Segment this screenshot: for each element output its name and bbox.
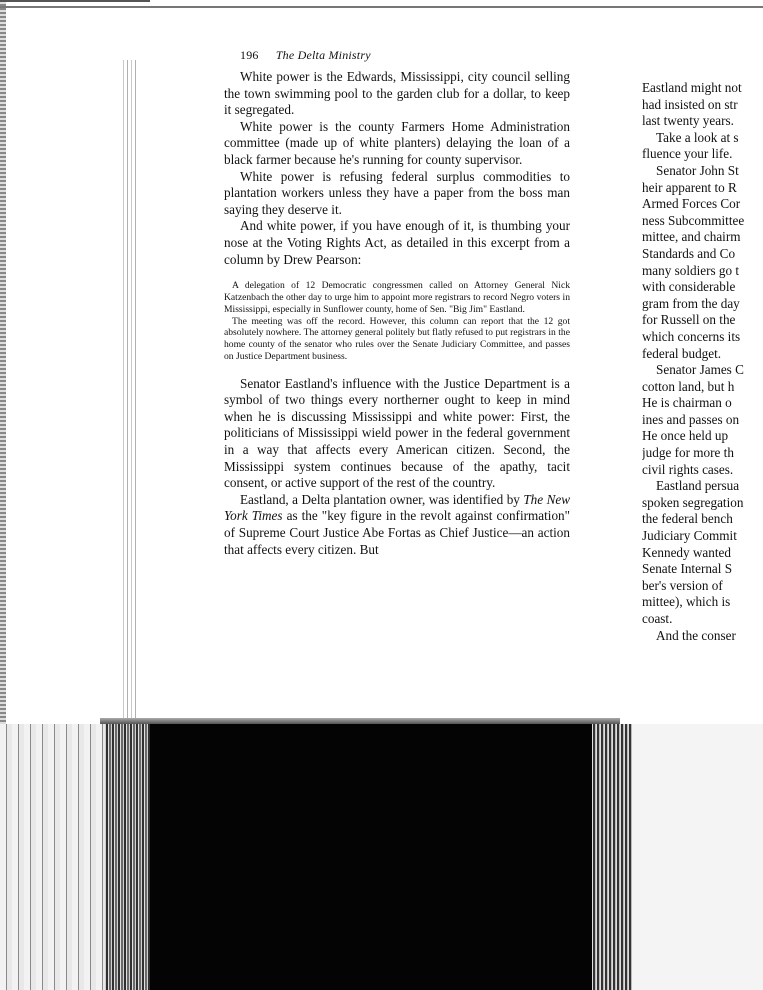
- right-line: mittee), which is: [642, 594, 731, 610]
- right-line: Kennedy wanted: [642, 544, 731, 560]
- page-number: 196: [240, 48, 259, 62]
- paragraph-edwards: White power is the Edwards, Mississippi, city council selling the town swimming pool to the garden club for a dollar, to keep it segregated.: [224, 69, 570, 118]
- right-line: coast.: [642, 611, 673, 626]
- right-line: which concerns its: [642, 328, 741, 344]
- right-line: ber's version of: [642, 577, 723, 593]
- right-line: ness Subcommittee: [642, 212, 745, 228]
- quote-paragraph-2: The meeting was off the record. However, this column can report that the 12 got absolutely nowhere. The attorney general politely but flatly refused to put registrars in the home county of the senator who rules over the Senate Judiciary Committee, and passes on Justice Department business.: [224, 315, 570, 362]
- scan-binding-lines: [120, 60, 138, 720]
- right-line: And the conser: [656, 627, 736, 643]
- right-line: judge for more th: [642, 445, 734, 461]
- right-line: Senator John St: [656, 162, 739, 178]
- right-line: had insisted on str: [642, 96, 738, 112]
- paragraph-eastland-influence: Senator Eastland's influence with the Justice Department is a symbol of two things every northerner ought to keep in mind when he is discussing Mississippi and white power: First, the politicians of Mississippi wield power in the federal government in a way that affects every American citizen. Second, the Mississippi system continues because of the apathy, tacit consent, or active support of the rest of the country.: [224, 375, 570, 491]
- right-line: heir apparent to R: [642, 179, 737, 195]
- right-line: Standards and Co: [642, 245, 736, 261]
- right-line: civil rights cases.: [642, 461, 734, 477]
- right-line: with considerable: [642, 279, 736, 295]
- paragraph-text-end: as the "key figure in the revolt against confirmation" of Supreme Court Justice Abe Fortas as Chief Justice—an action that affects every citizen. But: [224, 508, 571, 557]
- left-page: [224, 48, 570, 558]
- right-line: Eastland persua: [656, 478, 740, 494]
- right-line: federal budget.: [642, 345, 722, 361]
- right-line: cotton land, but h: [642, 378, 735, 394]
- right-page-fragment: [642, 80, 763, 644]
- paragraph-voting-rights: And white power, if you have enough of it, is thumbing your nose at the Voting Rights Act, as detailed in this excerpt from a column by Drew Pearson:: [224, 218, 570, 267]
- scan-page-stack-left: [0, 724, 105, 990]
- right-line: He once held up: [642, 428, 729, 444]
- right-line: Take a look at s: [656, 129, 739, 145]
- paragraph-eastland-fortas: [224, 492, 570, 558]
- right-line: for Russell on the: [642, 312, 736, 328]
- right-line: last twenty years.: [642, 113, 734, 129]
- right-line: Senate Internal S: [642, 561, 733, 577]
- scan-page-corner-right: [632, 724, 763, 990]
- right-line: Judiciary Commit: [642, 528, 737, 544]
- block-quote: [224, 280, 570, 363]
- right-line: many soldiers go t: [642, 262, 740, 278]
- running-head: [224, 48, 570, 63]
- scan-page-edges-right: [592, 724, 632, 990]
- right-line: Armed Forces Cor: [642, 196, 741, 212]
- right-line: the federal bench: [642, 511, 733, 527]
- right-line: Senator James C: [656, 362, 744, 378]
- right-line: mittee, and chairm: [642, 229, 741, 245]
- newspaper-title: The New York Times: [224, 491, 571, 524]
- quote-paragraph-1: A delegation of 12 Democratic congressmen called on Attorney General Nick Katzenbach the other day to urge him to appoint more registrars to record Negro voters in Mississippi, especially in Sunflower county, home of Sen. "Big Jim" Eastland.: [224, 280, 570, 315]
- right-line: Eastland might not: [642, 80, 742, 95]
- paragraph-surplus-commodities: White power is refusing federal surplus commodities to plantation workers unless they have a paper from the boss man saying they deserve it.: [224, 168, 570, 217]
- running-head-title: The Delta Ministry: [275, 48, 371, 62]
- right-line: spoken segregation: [642, 494, 744, 510]
- right-line: He is chairman o: [642, 395, 732, 411]
- right-line: gram from the day: [642, 295, 740, 311]
- scan-top-rule: [0, 6, 763, 8]
- right-line: ines and passes on: [642, 411, 740, 427]
- paragraph-farmers-home: White power is the county Farmers Home Administration committee (made up of white planters) delaying the loan of a black farmer because he's running for county supervisor.: [224, 118, 570, 167]
- right-line: fluence your life.: [642, 146, 733, 162]
- paragraph-text-start: Eastland, a Delta plantation owner, was identified by: [240, 491, 520, 507]
